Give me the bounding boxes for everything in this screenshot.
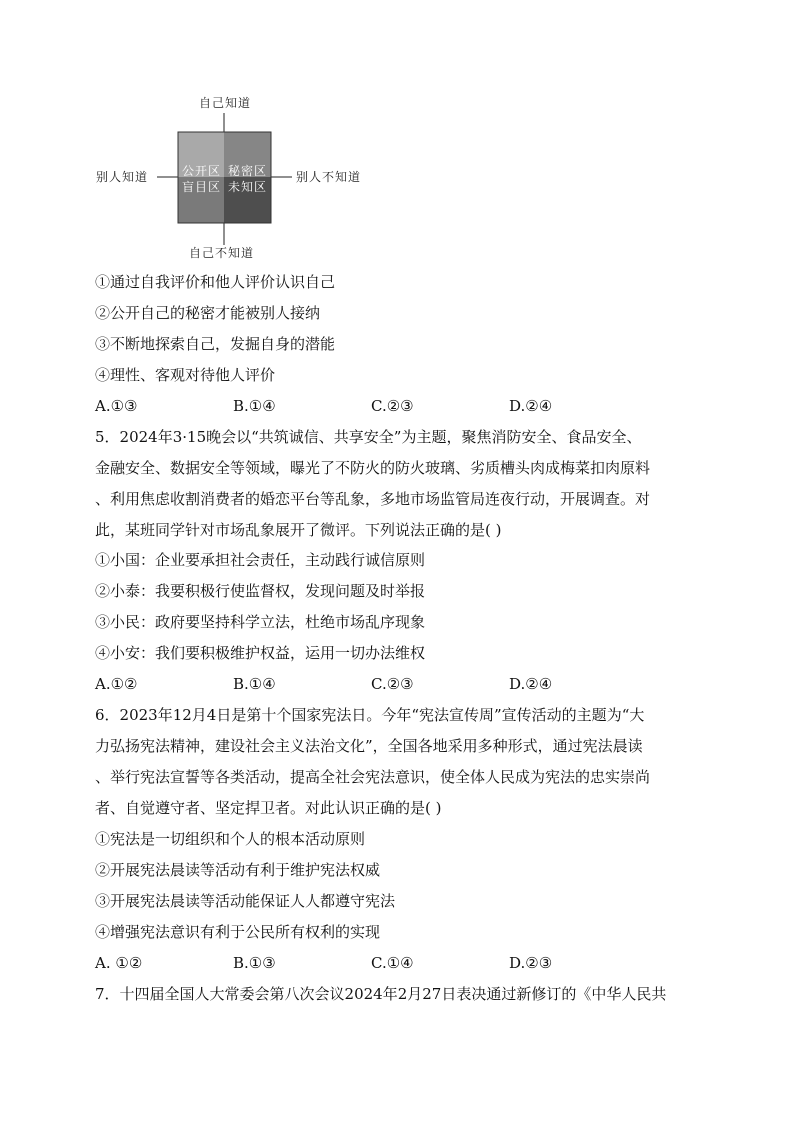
q5-statement-4: ④小安：我们要积极维护权益，运用一切办法维权 xyxy=(95,644,426,662)
q4-option-b[interactable]: B.①④ xyxy=(233,397,276,415)
label-others-unknown: 别人不知道 xyxy=(296,170,362,184)
q4-statement-1: ①通过自我评价和他人评价认识自己 xyxy=(95,273,336,291)
q4-statement-4: ④理性、客观对待他人评价 xyxy=(95,366,276,384)
quadrant-secret-label: 秘密区 xyxy=(227,164,267,178)
label-self-unknown: 自己不知道 xyxy=(189,246,255,260)
q5-stem-line-3: 、利用焦虑收割消费者的婚恋平台等乱象，多地市场监管局连夜行动，开展调查。对 xyxy=(95,490,651,508)
quadrant-unknown-label: 未知区 xyxy=(227,180,267,194)
quadrant-blind-label: 盲目区 xyxy=(181,180,221,194)
q5-stem-line-4: 此，某班同学针对市场乱象展开了微评。下列说法正确的是( ) xyxy=(95,521,502,539)
q5-option-d[interactable]: D.②④ xyxy=(509,675,553,693)
q6-statement-4: ④增强宪法意识有利于公民所有权利的实现 xyxy=(95,923,381,941)
q6-statement-2: ②开展宪法晨读等活动有利于维护宪法权威 xyxy=(95,861,381,879)
label-self-known: 自己知道 xyxy=(199,96,252,110)
q4-option-c[interactable]: C.②③ xyxy=(371,397,414,415)
quadrant-open-label: 公开区 xyxy=(181,164,221,178)
q6-option-c[interactable]: C.①④ xyxy=(371,954,414,972)
johari-window-graphic xyxy=(0,0,794,270)
q5-option-c[interactable]: C.②③ xyxy=(371,675,414,693)
q6-stem-line-3: 、举行宪法宣誓等各类活动，提高全社会宪法意识，使全体人民成为宪法的忠实崇尚 xyxy=(95,768,651,786)
q5-option-b[interactable]: B.①④ xyxy=(233,675,276,693)
q5-option-a[interactable]: A.①② xyxy=(95,675,138,693)
q6-option-d[interactable]: D.②③ xyxy=(509,954,553,972)
q7-stem-line-1: 7．十四届全国人大常委会第八次会议2024年2月27日表决通过新修订的《中华人民共 xyxy=(95,985,667,1003)
q4-statement-2: ②公开自己的秘密才能被别人接纳 xyxy=(95,304,321,322)
q4-option-a[interactable]: A.①③ xyxy=(95,397,138,415)
q6-option-b[interactable]: B.①③ xyxy=(233,954,276,972)
q6-stem-line-2: 力弘扬宪法精神，建设社会主义法治文化”，全国各地采用多种形式，通过宪法晨读 xyxy=(95,737,643,755)
q5-stem-line-1: 5．2024年3·15晚会以“共筑诚信、共享安全”为主题，聚焦消防安全、食品安全、 xyxy=(95,428,642,446)
q6-statement-1: ①宪法是一切组织和个人的根本活动原则 xyxy=(95,830,366,848)
label-others-known: 别人知道 xyxy=(96,170,149,184)
q5-stem-line-2: 金融安全、数据安全等领域，曝光了不防火的防火玻璃、劣质槽头肉成梅菜扣肉原料 xyxy=(95,459,651,477)
q4-statement-3: ③不断地探索自己，发掘自身的潜能 xyxy=(95,335,336,353)
q5-statement-3: ③小民：政府要坚持科学立法，杜绝市场乱序现象 xyxy=(95,613,426,631)
q6-stem-line-4: 者、自觉遵守者、坚定捍卫者。对此认识正确的是( ) xyxy=(95,799,442,817)
q6-statement-3: ③开展宪法晨读等活动能保证人人都遵守宪法 xyxy=(95,892,396,910)
q4-option-d[interactable]: D.②④ xyxy=(509,397,553,415)
q6-option-a[interactable]: A. ①② xyxy=(95,954,143,972)
q5-statement-2: ②小泰：我要积极行使监督权，发现问题及时举报 xyxy=(95,582,426,600)
q5-statement-1: ①小国：企业要承担社会责任，主动践行诚信原则 xyxy=(95,551,426,569)
q6-stem-line-1: 6．2023年12月4日是第十个国家宪法日。今年“宪法宣传周”宣传活动的主题为“大 xyxy=(95,706,645,724)
